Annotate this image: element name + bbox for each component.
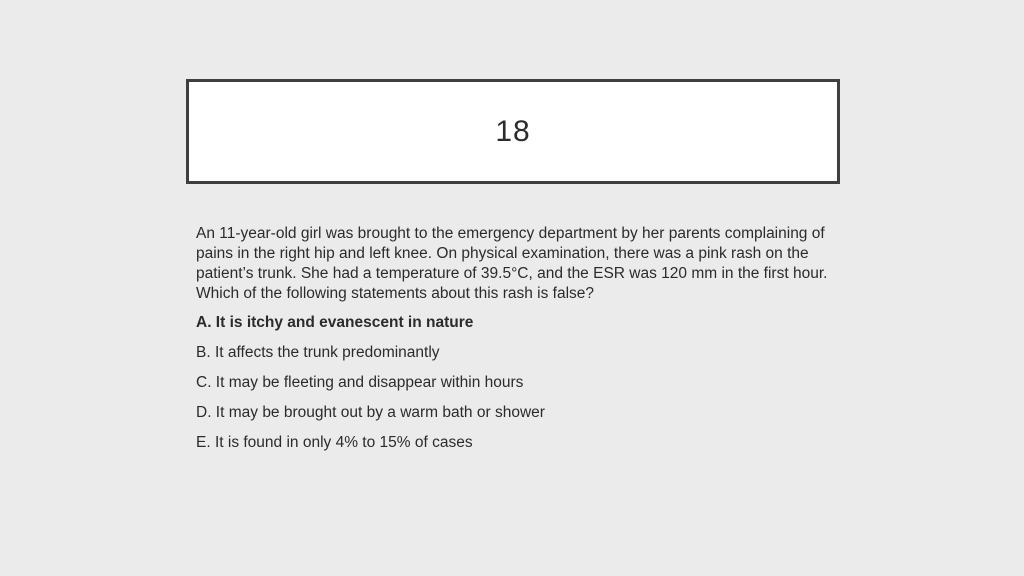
option-d: D. It may be brought out by a warm bath or shower — [196, 404, 545, 421]
option-b: B. It affects the trunk predominantly — [196, 344, 440, 361]
question-content — [196, 224, 836, 463]
option-e: E. It is found in only 4% to 15% of cases — [196, 434, 473, 451]
title-box — [186, 79, 840, 184]
question-text: An 11-year-old girl was brought to the emergency department by her parents complaining of pains in the right hip and left knee. On physical examination, there was a pink rash on the patient’s trunk. She had a temperature of 39.5°C, and the ESR was 120 mm in the first hour. Which of the following statements about this rash is false? — [196, 225, 828, 302]
option-c: C. It may be fleeting and disappear within hours — [196, 374, 524, 391]
option-a: A. It is itchy and evanescent in nature — [196, 314, 474, 331]
slide-title: 18 — [495, 114, 531, 148]
